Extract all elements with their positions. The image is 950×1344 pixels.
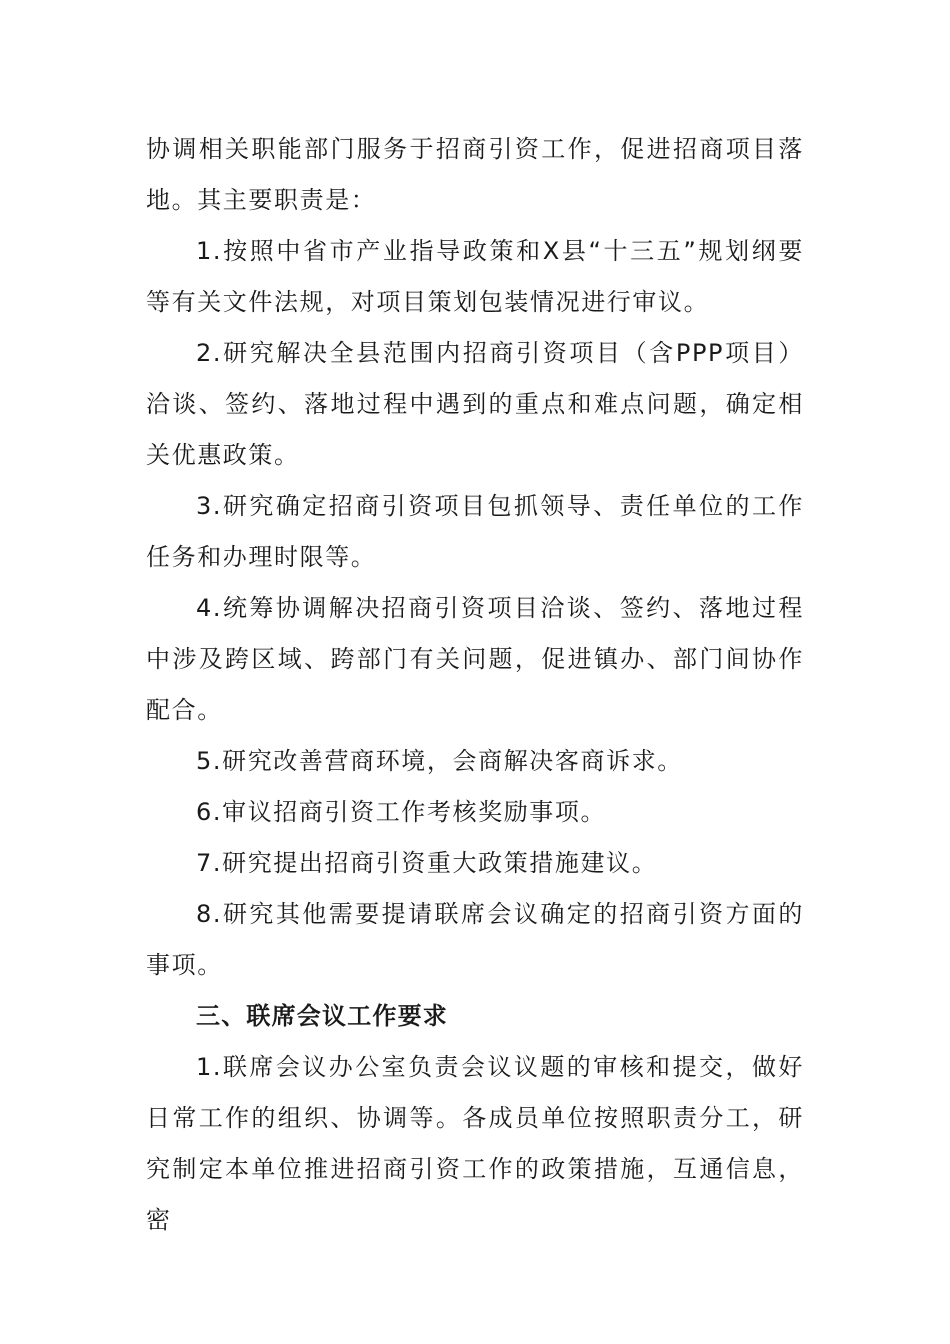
paragraph-item-4: 4.统筹协调解决招商引资项目洽谈、签约、落地过程中涉及跨区域、跨部门有关问题，促进镇办、部门间协作配合。 bbox=[146, 594, 804, 724]
section-heading-requirements: 三、联席会议工作要求 bbox=[196, 1002, 448, 1030]
paragraph-item-2: 2.研究解决全县范围内招商引资项目（含PPP项目）洽谈、签约、落地过程中遇到的重点和难点问题，确定相关优惠政策。 bbox=[146, 339, 804, 469]
paragraph-requirement-1: 1.联席会议办公室负责会议议题的审核和提交，做好日常工作的组织、协调等。各成员单位按照职责分工，研究制定本单位推进招商引资工作的政策措施，互通信息，密 bbox=[146, 1053, 804, 1234]
paragraph-item-1: 1.按照中省市产业指导政策和X县“十三五”规划纲要等有关文件法规，对项目策划包装情况进行审议。 bbox=[146, 237, 804, 316]
paragraph-item-5: 5.研究改善营商环境，会商解决客商诉求。 bbox=[196, 747, 683, 775]
paragraph-item-6: 6.审议招商引资工作考核奖励事项。 bbox=[196, 798, 607, 826]
paragraph-item-7: 7.研究提出招商引资重大政策措施建议。 bbox=[196, 849, 658, 877]
paragraph-duties-intro: 协调相关职能部门服务于招商引资工作，促进招商项目落地。其主要职责是： bbox=[146, 135, 804, 214]
paragraph-item-3: 3.研究确定招商引资项目包抓领导、责任单位的工作任务和办理时限等。 bbox=[146, 492, 804, 571]
document-body bbox=[146, 124, 804, 1246]
paragraph-item-8: 8.研究其他需要提请联席会议确定的招商引资方面的事项。 bbox=[146, 900, 804, 979]
